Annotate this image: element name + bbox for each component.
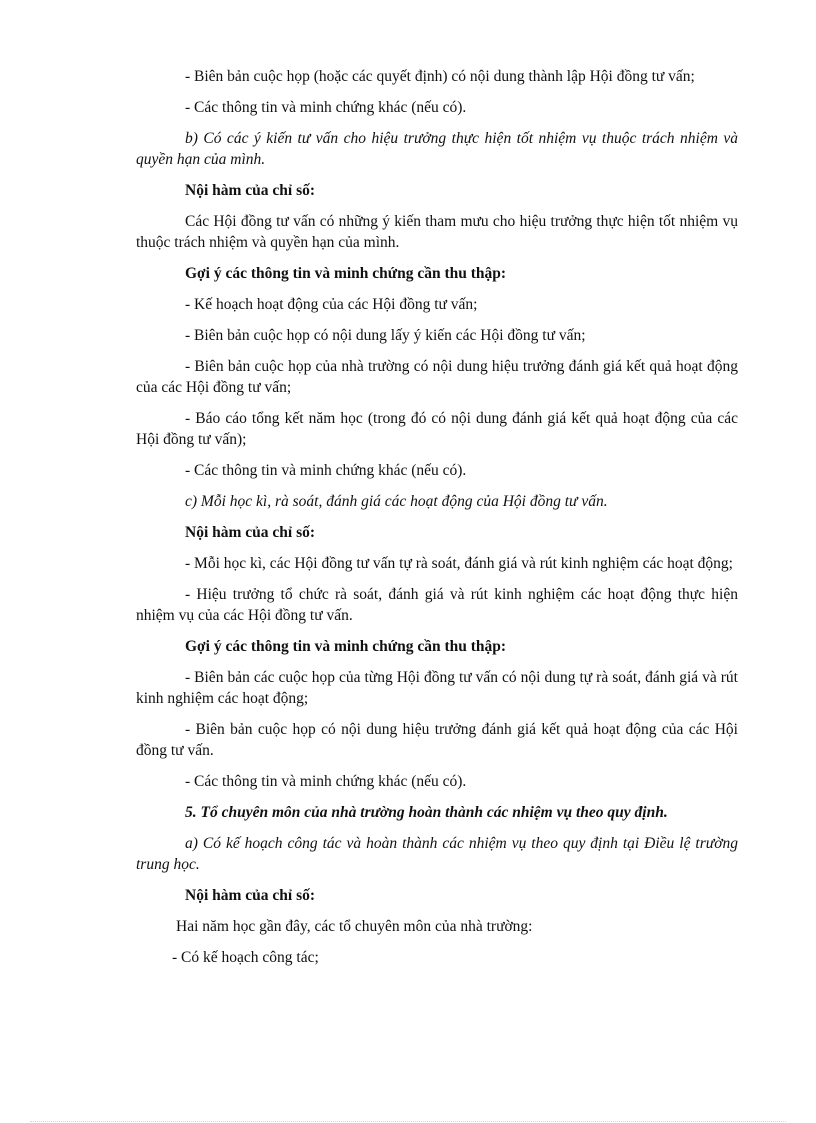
paragraph: Các Hội đồng tư vấn có những ý kiến tham mưu cho hiệu trưởng thực hiện tốt nhiệm vụ thuộc trách nhiệm và quyền hạn của mình. <box>136 213 738 251</box>
section-label: Nội hàm của chỉ số: <box>185 887 316 904</box>
document-page <box>136 66 738 978</box>
paragraph: Hai năm học gần đây, các tổ chuyên môn của nhà trường: <box>176 918 533 935</box>
paragraph: - Hiệu trưởng tổ chức rà soát, đánh giá và rút kinh nghiệm các hoạt động thực hiện nhiệm vụ của các Hội đồng tư vấn. <box>136 586 738 624</box>
section-label: Gợi ý các thông tin và minh chứng cần thu thập: <box>185 265 507 282</box>
paragraph: - Biên bản cuộc họp có nội dung hiệu trưởng đánh giá kết quả hoạt động của các Hội đồng tư vấn. <box>136 721 738 759</box>
paragraph: - Có kế hoạch công tác; <box>172 949 319 966</box>
paragraph: - Các thông tin và minh chứng khác (nếu có). <box>185 99 467 116</box>
section-label: Gợi ý các thông tin và minh chứng cần thu thập: <box>185 638 507 655</box>
page-bottom-divider <box>30 1121 786 1122</box>
section-label: Nội hàm của chỉ số: <box>185 524 316 541</box>
section-label: Nội hàm của chỉ số: <box>185 182 316 199</box>
paragraph: - Biên bản các cuộc họp của từng Hội đồng tư vấn có nội dung tự rà soát, đánh giá và rút kinh nghiệm các hoạt động; <box>136 669 738 707</box>
standard-heading: 5. Tổ chuyên môn của nhà trường hoàn thành các nhiệm vụ theo quy định. <box>185 804 668 821</box>
paragraph: - Biên bản cuộc họp (hoặc các quyết định) có nội dung thành lập Hội đồng tư vấn; <box>185 68 695 85</box>
paragraph: - Báo cáo tổng kết năm học (trong đó có nội dung đánh giá kết quả hoạt động của các Hội đồng tư vấn); <box>136 410 738 448</box>
paragraph: - Các thông tin và minh chứng khác (nếu có). <box>185 773 467 790</box>
criterion-heading: a) Có kế hoạch công tác và hoàn thành các nhiệm vụ theo quy định tại Điều lệ trường trung học. <box>136 835 738 873</box>
paragraph: - Mỗi học kì, các Hội đồng tư vấn tự rà soát, đánh giá và rút kinh nghiệm các hoạt động; <box>185 555 733 572</box>
paragraph: - Kế hoạch hoạt động của các Hội đồng tư vấn; <box>185 296 478 313</box>
paragraph: - Biên bản cuộc họp của nhà trường có nội dung hiệu trưởng đánh giá kết quả hoạt động của các Hội đồng tư vấn; <box>136 358 738 396</box>
paragraph: - Biên bản cuộc họp có nội dung lấy ý kiến các Hội đồng tư vấn; <box>185 327 586 344</box>
criterion-heading: c) Mỗi học kì, rà soát, đánh giá các hoạt động của Hội đồng tư vấn. <box>185 493 608 510</box>
criterion-heading: b) Có các ý kiến tư vấn cho hiệu trưởng thực hiện tốt nhiệm vụ thuộc trách nhiệm và quyền hạn của mình. <box>136 130 738 168</box>
paragraph: - Các thông tin và minh chứng khác (nếu có). <box>185 462 467 479</box>
